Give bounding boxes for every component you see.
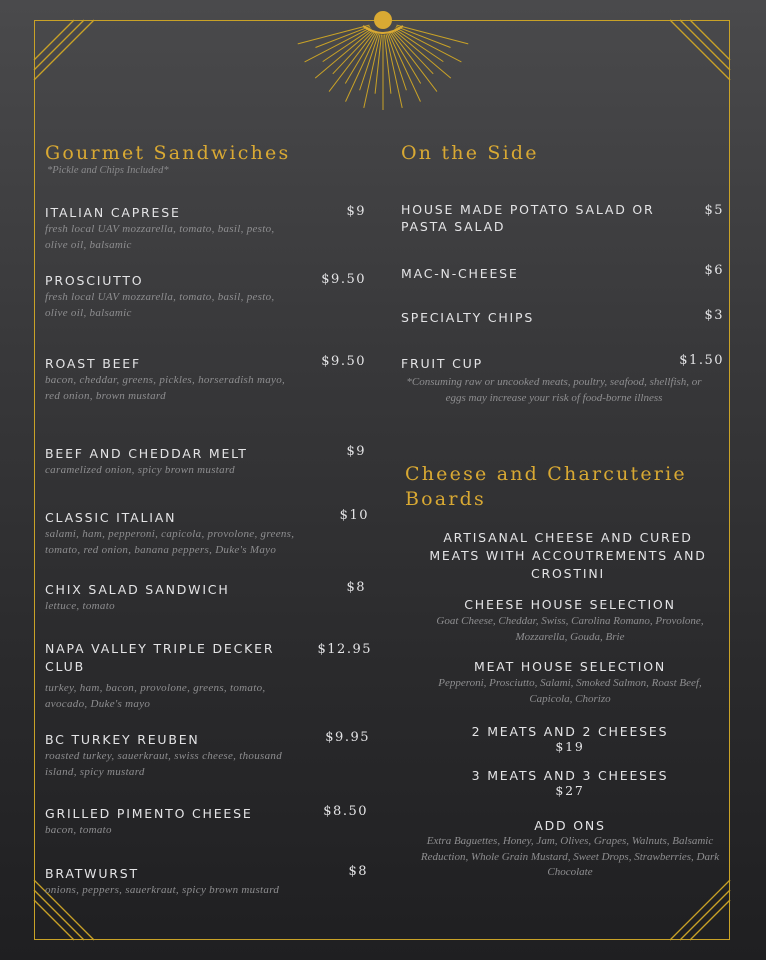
combo-two-price: $19 bbox=[555, 739, 585, 754]
cheese-selection-title: CHEESE HOUSE SELECTION bbox=[464, 597, 676, 612]
side-item-name: HOUSE MADE POTATO SALAD OR PASTA SALAD bbox=[401, 202, 655, 234]
item-name: BRATWURST bbox=[45, 866, 139, 881]
boards-title: Cheese and Charcuterie Boards bbox=[405, 463, 687, 510]
cheese-selection bbox=[420, 596, 720, 645]
side-item-price: $1.50 bbox=[679, 353, 724, 368]
item-name: BC TURKEY REUBEN bbox=[45, 732, 200, 747]
item-description: roasted turkey, sauerkraut, swiss cheese, thousand island, spicy mustard bbox=[45, 750, 283, 778]
corner-deco-icon bbox=[670, 20, 730, 80]
item-description: turkey, ham, bacon, provolone, greens, tomato, avocado, Duke's mayo bbox=[45, 682, 266, 710]
item-price: $9 bbox=[346, 444, 366, 459]
menu-item bbox=[45, 805, 305, 838]
meat-selection bbox=[420, 658, 720, 707]
side-item bbox=[401, 309, 661, 326]
combo-three bbox=[420, 768, 720, 798]
item-price: $12.95 bbox=[317, 642, 372, 657]
item-description: fresh local UAV mozzarella, tomato, basil, pesto, olive oil, balsamic bbox=[45, 291, 275, 319]
menu-item bbox=[45, 640, 285, 712]
side-item-price: $3 bbox=[704, 308, 724, 323]
item-price: $9.50 bbox=[321, 272, 366, 287]
item-name: GRILLED PIMENTO CHEESE bbox=[45, 806, 253, 821]
menu-item bbox=[45, 509, 330, 558]
item-name: CLASSIC ITALIAN bbox=[45, 510, 177, 525]
sunburst-ornament-icon bbox=[298, 25, 468, 110]
combo-two bbox=[420, 724, 720, 754]
sunburst-ray bbox=[392, 32, 437, 92]
corner-deco-icon bbox=[34, 20, 94, 80]
sides-title: On the Side bbox=[401, 142, 539, 164]
side-item bbox=[401, 265, 661, 282]
item-price: $10 bbox=[339, 508, 369, 523]
side-item-price: $6 bbox=[704, 263, 724, 278]
combo-three-price: $27 bbox=[555, 783, 585, 798]
item-description: lettuce, tomato bbox=[45, 600, 115, 612]
menu-item bbox=[45, 355, 295, 404]
sandwiches-title: Gourmet Sandwiches bbox=[45, 142, 291, 164]
item-description: onions, peppers, sauerkraut, spicy brown mustard bbox=[45, 884, 280, 896]
combo-two-title: 2 MEATS AND 2 CHEESES bbox=[471, 724, 669, 739]
meat-selection-desc: Pepperoni, Prosciutto, Salami, Smoked Salmon, Roast Beef, Capicola, Chorizo bbox=[438, 677, 702, 705]
side-item bbox=[401, 201, 681, 235]
item-price: $9.50 bbox=[321, 354, 366, 369]
item-name: PROSCIUTTO bbox=[45, 273, 144, 288]
item-price: $8.50 bbox=[323, 804, 368, 819]
menu-item bbox=[45, 204, 285, 253]
side-item-price: $5 bbox=[704, 203, 724, 218]
food-safety-disclaimer: *Consuming raw or uncooked meats, poultry, seafood, shellfish, or eggs may increase your risk of food-borne illness bbox=[406, 376, 702, 404]
menu-item bbox=[45, 865, 345, 898]
item-price: $9 bbox=[346, 204, 366, 219]
boards-intro: ARTISANAL CHEESE AND CURED MEATS WITH ACCOUTREMENTS AND CROSTINI bbox=[429, 530, 707, 581]
corner-deco-icon bbox=[670, 880, 730, 940]
item-name: ITALIAN CAPRESE bbox=[45, 205, 181, 220]
item-name: BEEF AND CHEDDAR MELT bbox=[45, 446, 248, 461]
cheese-selection-desc: Goat Cheese, Cheddar, Swiss, Carolina Romano, Provolone, Mozzarella, Gouda, Brie bbox=[436, 615, 704, 643]
sunburst-ray bbox=[329, 32, 374, 92]
menu-item bbox=[45, 272, 285, 321]
side-item-name: FRUIT CUP bbox=[401, 356, 483, 371]
side-item bbox=[401, 355, 661, 372]
combo-three-title: 3 MEATS AND 3 CHEESES bbox=[471, 768, 669, 783]
menu-item bbox=[45, 731, 285, 780]
item-description: fresh local UAV mozzarella, tomato, basil, pesto, olive oil, balsamic bbox=[45, 223, 275, 251]
item-description: caramelized onion, spicy brown mustard bbox=[45, 464, 235, 476]
add-ons-desc: Extra Baguettes, Honey, Jam, Olives, Grapes, Walnuts, Balsamic Reduction, Whole Grain Mustard, Sweet Drops, Strawberries, Dark Chocolate bbox=[420, 835, 720, 878]
side-item-name: MAC-N-CHEESE bbox=[401, 266, 519, 281]
sun-circle-icon bbox=[374, 11, 392, 29]
meat-selection-title: MEAT HOUSE SELECTION bbox=[474, 659, 666, 674]
item-price: $8 bbox=[346, 580, 366, 595]
menu-item bbox=[45, 581, 305, 614]
item-name: CHIX SALAD SANDWICH bbox=[45, 582, 230, 597]
item-price: $8 bbox=[348, 864, 368, 879]
add-ons bbox=[414, 818, 726, 881]
add-ons-title: ADD ONS bbox=[534, 818, 606, 833]
item-description: bacon, tomato bbox=[45, 824, 112, 836]
item-price: $9.95 bbox=[325, 730, 370, 745]
item-description: bacon, cheddar, greens, pickles, horseradish mayo, red onion, brown mustard bbox=[45, 374, 286, 402]
item-description: salami, ham, pepperoni, capicola, provolone, greens, tomato, red onion, banana peppers, Duke's Mayo bbox=[45, 528, 295, 556]
item-name: ROAST BEEF bbox=[45, 356, 141, 371]
sandwiches-note: *Pickle and Chips Included* bbox=[47, 165, 169, 176]
side-item-name: SPECIALTY CHIPS bbox=[401, 310, 535, 325]
menu-item bbox=[45, 445, 305, 478]
item-name: NAPA VALLEY TRIPLE DECKER CLUB bbox=[45, 641, 275, 674]
